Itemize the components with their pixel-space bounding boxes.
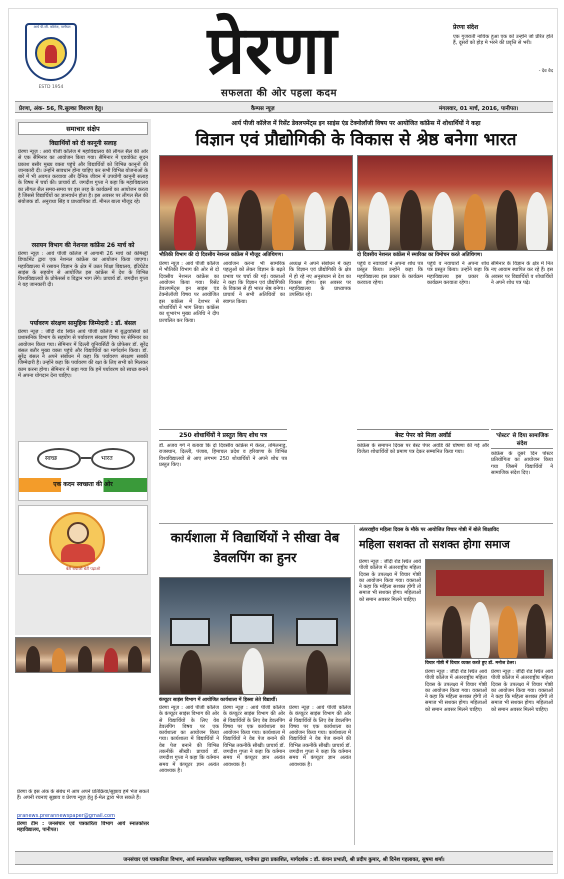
lead-col-4: पहुंचे व नवाचारों ने अपना शोध पत्र प्रस्तुत किया। उन्होंने कहा कि महाविद्यालय इस प्रकार के कार्यक्रम करवाता रहेगा। — [357, 261, 423, 286]
info-bar — [15, 101, 553, 113]
women-col-2: प्रेरणा न्यूज़ : जींदी रोड स्थित आर्य पीजी कॉलेज में अंतरराष्ट्रीय महिला दिवस के उपलक्ष्य में विचार गोष्ठी का आयोजन किया गया। वक्ताओं ने कहा कि महिला सशक्त होगी तो समाज भी सशक्त होगा। महिलाओं को समान अवसर मिलने चाहिए। — [425, 669, 487, 713]
workshop-col-2: प्रेरणा न्यूज़ : आर्य पीजी कॉलेज के कंप्यूटर साइंस विभाग की ओर से विद्यार्थियों के लिए वेब डेवलपिंग विषय पर एक कार्यशाला का आयोजन किया गया। कार्यशाला में विद्यार्थियों ने वेब पेज बनाने की विभिन्न तकनीकें सीखीं। प्राचार्य डॉ. जगदीश गुप्ता ने कहा कि वर्तमान समय में कंप्यूटर ज्ञान अत्यंत आवश्यक है। — [223, 705, 285, 768]
masthead-tagline: सफलता की ओर पहला कदम — [221, 88, 337, 99]
beti-text: बेटी बचाओ बेटी पढ़ाओ — [65, 566, 101, 571]
poster-text: कांफ्रेंस के दूसरे दिन पोस्टर प्रतियोगिता का आयोजन किया गया जिसमें विद्यार्थियों ने सामाजिक संदेश दिए। — [491, 451, 553, 476]
campus-news-label: कैम्पस न्यूज़ — [251, 106, 275, 112]
lead-kicker: आर्य पीजी कॉलेज में रिसेंट डेवलपमेंट्स इन साइंस एंड टेक्नोलॉजी विषय पर आयोजित कांफ्रेंस में शोधार्थियों ने कहा — [231, 120, 481, 127]
workshop-col-3: प्रेरणा न्यूज़ : आर्य पीजी कॉलेज के कंप्यूटर साइंस विभाग की ओर से विद्यार्थियों के लिए वेब डेवलपिंग विषय पर एक कार्यशाला का आयोजन किया गया। कार्यशाला में विद्यार्थियों ने वेब पेज बनाने की विभिन्न तकनीकें सीखीं। प्राचार्य डॉ. जगदीश गुप्ता ने कहा कि वर्तमान समय में कंप्यूटर ज्ञान अत्यंत आवश्यक है। — [289, 705, 351, 768]
sidebar-photo — [15, 637, 151, 673]
swachh-bharat-ad — [18, 441, 148, 501]
lead-headline: विज्ञान एवं प्रौद्योगिकी के विकास से श्रेष्ठ बनेगा भारत — [195, 130, 517, 150]
best-paper-heading: बेस्ट पेपर को मिला अवॉर्ड — [357, 429, 489, 441]
news-brief-sidebar — [15, 119, 151, 635]
lead-caption-left: भौतिकी विभाग की दो दिवसीय नेशनल कांफ्रेंस में मौजूद अतिथिगण। — [159, 252, 283, 258]
issue-date: मंगलवार, 01 मार्च, 2016, पानीपत। — [439, 106, 519, 112]
contact-email[interactable]: pranews.prerannewspaper@gmail.com — [17, 813, 115, 819]
sidebar-footer-text: प्रेरणा के इस अंक के संबंध में आप अपने प्रतिक्रिया/सुझाव हमें भेज सकते हैं। अपनी रचनाएं सुझाव व प्रेरणा न्यूज़ हेतु ई-मेल द्वारा भेज सकते हैं। — [17, 789, 149, 802]
box-poster — [491, 429, 553, 519]
prerna-sandesh-box — [453, 23, 553, 93]
college-logo — [25, 23, 77, 81]
logo-established: ESTD 1954 — [38, 85, 64, 90]
best-paper-text: कांफ्रेंस के समापन दिवस पर बेस्ट पेपर अवॉर्ड की घोषणा की गई और विजेता शोधार्थियों को प्रमाण पत्र देकर सम्मानित किया गया। — [357, 443, 489, 456]
lead-col-3: अध्यक्ष ने अपने संबोधन में कहा कि विज्ञान एवं प्रौद्योगिकी के क्षेत्र में हो रहे नए अनुसंधान से देश का विकास होगा। इस अवसर पर महाविद्यालय के प्राध्यापक उपस्थित रहे। — [289, 261, 351, 299]
sandesh-heading: प्रेरणा संदेश — [453, 24, 479, 31]
box-250-heading: 250 शोधार्थियों ने प्रस्तुत किए शोध पत्र — [159, 429, 287, 441]
sidebar-heading: समाचार संक्षेप — [18, 122, 148, 135]
women-kicker: अंतरराष्ट्रीय महिला दिवस के मौके पर आयोजित विचार गोष्ठी में बोले शिक्षाविद — [359, 527, 499, 533]
women-col-3: प्रेरणा न्यूज़ : जींदी रोड स्थित आर्य पीजी कॉलेज में अंतरराष्ट्रीय महिला दिवस के उपलक्ष्य में विचार गोष्ठी का आयोजन किया गया। वक्ताओं ने कहा कि महिला सशक्त होगी तो समाज भी सशक्त होगा। महिलाओं को समान अवसर मिलने चाहिए। — [491, 669, 553, 713]
poster-heading: 'पोस्टर' से दिया सामाजिक संदेश — [491, 429, 553, 449]
lead-col-4b: पहुंचे व नवाचारों ने अपना शोध पत्र प्रस्तुत किया। उन्होंने कहा कि महाविद्यालय इस प्रकार के कार्यक्रम करवाता रहेगा। — [427, 261, 489, 286]
newspaper-page — [8, 8, 558, 874]
brief-3-title: पर्यावरण संरक्षण सामुहिक जिम्मेदारी : डॉ. बंसल — [30, 320, 136, 327]
box-250-text: डॉ. अजय गर्ग ने बताया कि दो दिवसीय कांफ्रेंस में केरल, तमिलनाडु, राजस्थान, दिल्ली, पंजाब, हिमाचल प्रदेश व हरियाणा के विभिन्न विश्वविद्यालयों से आए लगभग 250 शोधार्थियों ने अपने शोध पत्र प्रस्तुत किए। — [159, 443, 287, 468]
lead-col-2: आयोजन करना भी सामरिक पहलुओं को लेकर विज्ञान के बढ़ते प्रभाव पर चर्चा की गई। वक्ताओं ने कहा कि विज्ञान एवं प्रौद्योगिकी के विकास से ही भारत श्रेष्ठ बनेगा। प्राचार्य ने सभी अतिथियों का स्वागत किया। — [223, 261, 285, 305]
women-caption: विचार गोष्ठी में विचार व्यक्त करते हुए डॉ. मनोज टेलर। — [425, 661, 516, 666]
publication-footer — [15, 851, 553, 865]
brief-3-text: प्रेरणा न्यूज़ : जींदी रोड स्थित आर्य पीजी कॉलेज में बुद्धवासियों को प्रशासनिक विभाग के सहयोग से पर्यावरण संरक्षण विषय पर सेमिनार का आयोजन किया गया। सेमिनार में दिल्ली यूनिवर्सिटी के प्रोफेसर डॉ. सुरेंद्र बंसल बतौर मुख्य वक्ता पहुंचे और विद्यार्थियों का मार्गदर्शन किया। डॉ. सुरेंद्र बंसल ने अपने संबोधन में कहा कि पर्यावरण संरक्षण सबकी जिम्मेदारी है। उन्होंने कहा कि पर्यावरण की रक्षा के लिए सभी को मिलकर काम करना होगा। सेमिनार में कहा गया कि हमें पर्यावरण को स्वच्छ बनाने में अपना योगदान देना चाहिए। — [18, 329, 148, 380]
sandesh-author: - देव वेद — [538, 69, 553, 74]
workshop-photo — [159, 577, 351, 695]
women-headline: महिला सशक्त तो सशक्त होगा समाज — [359, 538, 510, 551]
sidebar-team-text: प्रेरणा टीम : जनसंचार एवं पत्रकारिता विभाग आर्य स्नातकोत्तर महाविद्यालय, पानीपत। — [17, 821, 149, 834]
women-photo — [425, 559, 553, 659]
lead-photo-right — [357, 155, 553, 251]
box-best-paper — [357, 429, 489, 519]
lead-col-1: प्रेरणा न्यूज़ : आर्य पीजी कॉलेज में भौतिकी विभाग की ओर से दो दिवसीय नेशनल कांफ्रेंस का आयोजन किया गया। रिसेंट डेवलपमेंट्स इन साइंस एंड टेक्नोलॉजी विषय पर आयोजित इस कांफ्रेंस में देशभर से शोधार्थियों ने भाग लिया। कांफ्रेंस का शुभारंभ मुख्य अतिथि ने दीप प्रज्वलित कर किया। — [159, 261, 219, 324]
publication-footer-text: जनसंचार एवं पत्रकारिता विभाग, आर्य स्नातकोत्तर महाविद्यालय, पानीपत द्वारा प्रकाशित, मार्गदर्शक : डॉ. कंचन प्रभाती, श्री प्रदीप कुमार, श्री दिनेश गहलावत, सुषमा शर्मा। — [123, 857, 445, 863]
box-250-papers — [159, 429, 287, 519]
logo-top-text: आर्य पी.जी. कॉलेज, पानीपत — [33, 25, 71, 29]
issue-text: प्रेरणा, अंक- 56, पि.सुल्का विशरण हेतु। — [19, 106, 103, 112]
workshop-headline: कार्यशाला में विद्यार्थियों ने सीखा वेब डेवलपिंग का हुनर — [170, 531, 340, 566]
beti-bachao-ad — [18, 505, 148, 575]
logo-figure — [45, 45, 57, 63]
lead-caption-right: दो दिवसीय नेशनल कांफ्रेंस में स्मारिका का विमोचन करते अतिथिगण। — [357, 252, 483, 258]
brief-1-text: प्रेरणा न्यूज़ : आर्य पीजी कॉलेज में महाविद्यालय की लीगल सैल की ओर से एक सैमिनार का आयोजन किया गया। सैमिनार में एडवोकेट सुदन प्रकाश बसीर मुख्य वक्ता पहुंचे और विद्यार्थियों को विभिन्न कानूनों की जानकारी दी। उन्होंने सावधान होना चाहिए कर सभी विभिन्न योजनाओं के बारे में भी अवगत करवाया और दैनिक जीवन में उपयोगी कानूनी सलाह के विषय में चर्चा की। प्राचार्य डॉ. जगदीश गुप्ता ने कहा कि महाविद्यालय का लीगल सैल समय-समय पर इस तरह के कार्यक्रमों का आयोजन करता है जिससे विद्यार्थियों का ज्ञानवर्धन होता है। इस अवसर पर लीगल सैल की संयोजक डॉ. अनुराधा सिंह व प्राध्यापिका डॉ. मीनल बाला मौजूद रहे। — [18, 149, 148, 206]
masthead-title: प्रेरणा — [207, 11, 337, 89]
brief-1-title: विद्यार्थियों को दी कानूनी सलाह — [49, 140, 117, 147]
lead-photo-left — [159, 155, 353, 251]
swachh-glasses-icon: स्वच्छ भारत — [37, 448, 135, 472]
brief-2-text: प्रेरणा न्यूज़ : आर्य पीजी कॉलेज में आगामी 26 मार्च को केमिस्ट्री डिपार्टमेंट द्वारा एक नेशनल कांफ्रेंस का आयोजन किया जाएगा। महाविद्यालय में रसायन विज्ञान के क्षेत्र में उन्नत शिक्षा विद्यालय, इंटिग्रेटेड साइंस के सहयोग से आयोजित इस कांफ्रेंस में देश के विभिन्न विश्वविद्यालयों के प्रोफेसर्स व विद्वान भाग लेंगे। प्राचार्य डॉ. जगदीश गुप्ता ने यह जानकारी दी। — [18, 251, 148, 289]
women-col-1: प्रेरणा न्यूज़ : जींदी रोड स्थित आर्य पीजी कॉलेज में अंतरराष्ट्रीय महिला दिवस के उपलक्ष्य में विचार गोष्ठी का आयोजन किया गया। वक्ताओं ने कहा कि महिला सशक्त होगी तो समाज भी सशक्त होगा। महिलाओं को समान अवसर मिलने चाहिए। — [359, 559, 421, 603]
lead-col-5: सेमिनार के विज्ञान के क्षेत्र में नित नए आयाम स्थापित कर रहे हैं। इस अवसर पर विद्यार्थियों व शोधार्थियों ने अपने शोध पत्र पढ़े। — [491, 261, 553, 286]
workshop-caption: कंप्यूटर साइंस विभाग में आयोजित कार्यशाला में हिस्सा लेते विद्यार्थी। — [159, 698, 278, 703]
swachh-caption-text: एक कदम स्वच्छता की ओर — [53, 481, 113, 488]
sandesh-text: एक गुजराती नाविक हुआ एक को उन्होंने जो प्रेरित होते हैं, दूसरों को होड़ मे भरने की प्रवृत्ति से भरी। — [453, 34, 553, 47]
beti-logo-icon — [49, 512, 105, 568]
workshop-col-1: प्रेरणा न्यूज़ : आर्य पीजी कॉलेज के कंप्यूटर साइंस विभाग की ओर से विद्यार्थियों के लिए वेब डेवलपिंग विषय पर एक कार्यशाला का आयोजन किया गया। कार्यशाला में विद्यार्थियों ने वेब पेज बनाने की विभिन्न तकनीकें सीखीं। प्राचार्य डॉ. जगदीश गुप्ता ने कहा कि वर्तमान समय में कंप्यूटर ज्ञान अत्यंत आवश्यक है। — [159, 705, 219, 774]
brief-2-title: रसायन विभाग की नेशनल कांफ्रेंस 26 मार्च को — [31, 242, 135, 249]
